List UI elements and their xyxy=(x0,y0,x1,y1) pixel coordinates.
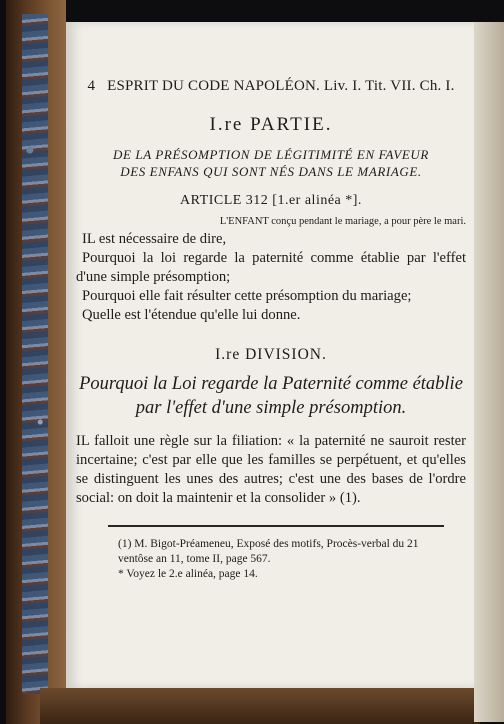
part-subtitle xyxy=(76,146,466,180)
book-cover-bottom xyxy=(40,688,480,724)
article-text: L'ENFANT conçu pendant le mariage, a pour père le mari. xyxy=(219,216,466,227)
division-quote: Pourquoi la Loi regarde la Paternité comme établie par l'effet d'une simple présomption. xyxy=(79,374,463,418)
division-heading: I.re DIVISION. xyxy=(215,346,327,363)
page-edge-right xyxy=(474,22,504,722)
paragraph-2: Pourquoi la loi regarde la paternité comme établie par l'effet d'une simple présomption; xyxy=(76,250,466,285)
subtitle-line-1: DE LA PRÉSOMPTION DE LÉGITIMITÉ EN FAVEUR xyxy=(113,147,429,162)
paragraph-5: IL falloit une règle sur la filiation: « la paternité ne sauroit rester incertaine; c'est par elle que les familles se perpétuent, et qu'elles se distinguent les unes des autres; c'est une des bases de l'ordre social: on doit la maintenir et la consolider » (1). xyxy=(76,433,466,506)
marbled-page-edge xyxy=(22,14,48,694)
paragraph-3: Pourquoi elle fait résulter cette présomption du mariage; xyxy=(82,288,412,304)
page-number: 4 xyxy=(87,78,96,94)
running-head-text: ESPRIT DU CODE NAPOLÉON. Liv. I. Tit. VII. Ch. I. xyxy=(107,78,455,94)
paragraph-4: Quelle est l'étendue qu'elle lui donne. xyxy=(82,307,301,323)
article-heading: ARTICLE 312 [1.er alinéa *]. xyxy=(180,193,362,208)
part-title: I.re PARTIE. xyxy=(209,114,333,135)
footnote-1: (1) M. Bigot-Préameneu, Exposé des motifs, Procès-verbal du 21 ventôse an 11, tome II, page 567. xyxy=(118,538,419,565)
subtitle-line-2: DES ENFANS QUI SONT NÉS DANS LE MARIAGE. xyxy=(120,164,422,179)
footnote-rule xyxy=(108,525,444,527)
footnote-2: * Voyez le 2.e alinéa, page 14. xyxy=(118,568,258,580)
footnotes xyxy=(118,537,448,582)
paragraph-1: IL est nécessaire de dire, xyxy=(82,231,227,247)
running-head xyxy=(76,78,466,95)
intro-paragraphs xyxy=(76,230,466,325)
